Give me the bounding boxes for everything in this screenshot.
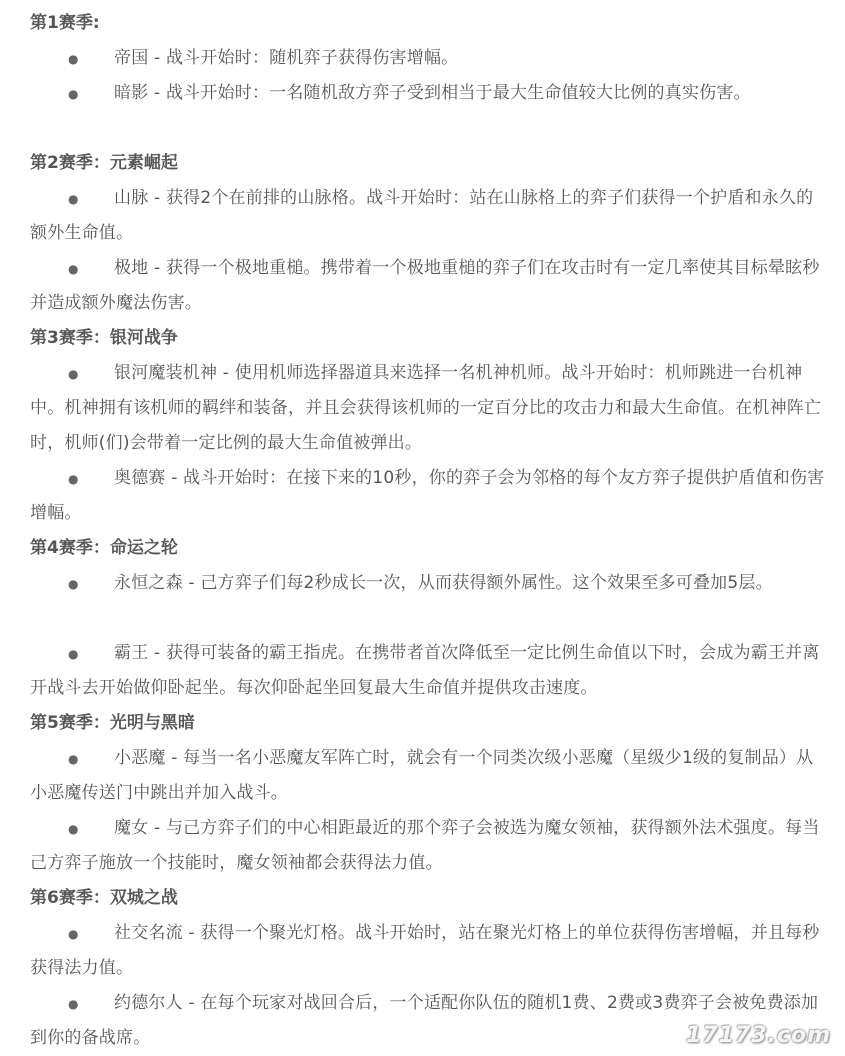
bullet-icon: ●: [68, 192, 79, 206]
bullet-icon: ●: [68, 472, 79, 486]
season-heading: 第4赛季：命运之轮: [30, 538, 178, 558]
list-item: 小恶魔 - 每当一名小恶魔友军阵亡时，就会有一个同类次级小恶魔（星级少1级的复制品）从小恶魔传送门中跳出并加入战斗。: [30, 748, 814, 803]
bullet-icon: ●: [68, 822, 79, 836]
list-item: 暗影 - 战斗开始时：一名随机敌方弈子受到相当于最大生命值较大比例的真实伤害。: [114, 83, 751, 103]
list-item: 银河魔装机神 - 使用机师选择器道具来选择一名机神机师。战斗开始时：机师跳进一台机神中。机神拥有该机师的羁绊和装备，并且会获得该机师的一定百分比的攻击力和最大生命值。在机神阵亡时，机师(们)会带着一定比例的最大生命值被弹出。: [30, 363, 822, 453]
list-item: 极地 - 获得一个极地重槌。携带着一个极地重槌的弈子们在攻击时有一定几率使其目标晕眩秒并造成额外魔法伤害。: [30, 258, 820, 313]
bullet-icon: ●: [68, 647, 79, 661]
season-heading: 第2赛季：元素崛起: [30, 153, 178, 173]
bullet-icon: ●: [68, 262, 79, 276]
bullet-icon: ●: [68, 752, 79, 766]
site-watermark-logo: 17173.com: [686, 1023, 831, 1048]
bullet-icon: ●: [68, 927, 79, 941]
season-heading: 第5赛季：光明与黑暗: [30, 713, 195, 733]
bullet-icon: ●: [68, 997, 79, 1011]
list-item: 永恒之森 - 己方弈子们每2秒成长一次，从而获得额外属性。这个效果至多可叠加5层。: [114, 573, 773, 593]
list-item: 约德尔人 - 在每个玩家对战回合后，一个适配你队伍的随机1费、2费或3费弈子会被免费添加到你的备战席。: [30, 993, 819, 1048]
season-heading: 第3赛季：银河战争: [30, 328, 178, 348]
season-heading: 第1赛季:: [30, 13, 100, 33]
bullet-icon: ●: [68, 577, 79, 591]
season-heading: 第6赛季：双城之战: [30, 888, 178, 908]
bullet-icon: ●: [68, 367, 79, 381]
list-item: 魔女 - 与己方弈子们的中心相距最近的那个弈子会被选为魔女领袖，获得额外法术强度。每当己方弈子施放一个技能时，魔女领袖都会获得法力值。: [30, 818, 820, 873]
list-item: 山脉 - 获得2个在前排的山脉格。战斗开始时：站在山脉格上的弈子们获得一个护盾和永久的额外生命值。: [30, 188, 814, 243]
bullet-icon: ●: [68, 52, 79, 66]
list-item: 帝国 - 战斗开始时：随机弈子获得伤害增幅。: [114, 48, 459, 68]
list-item: 霸王 - 获得可装备的霸王指虎。在携带者首次降低至一定比例生命值以下时，会成为霸王并离开战斗去开始做仰卧起坐。每次仰卧起坐回复最大生命值并提供攻击速度。: [30, 643, 820, 698]
list-item: 奥德赛 - 战斗开始时：在接下来的10秒，你的弈子会为邻格的每个友方弈子提供护盾值和伤害增幅。: [30, 468, 825, 523]
bullet-icon: ●: [68, 87, 79, 101]
list-item: 社交名流 - 获得一个聚光灯格。战斗开始时，站在聚光灯格上的单位获得伤害增幅，并且每秒获得法力值。: [30, 923, 820, 978]
